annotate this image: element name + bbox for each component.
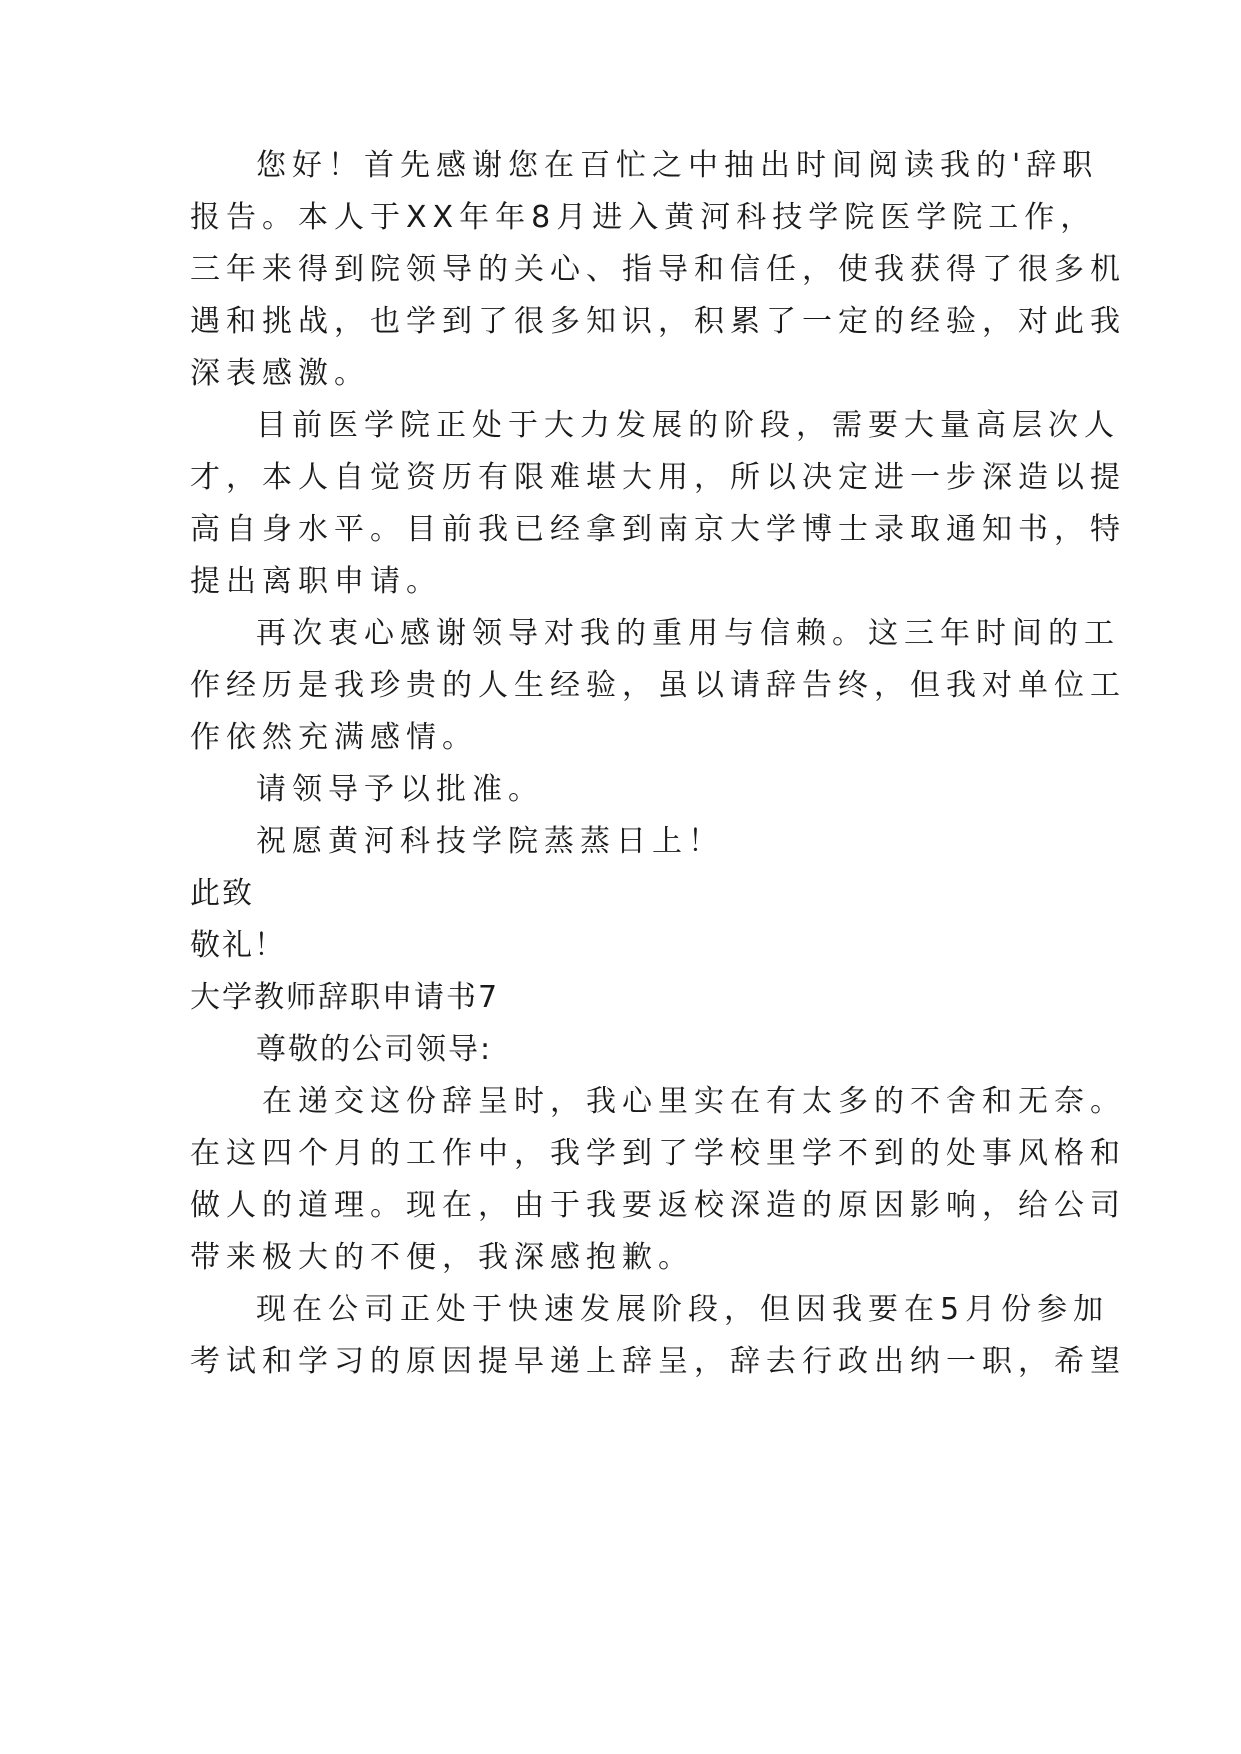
paragraph-3-line-3: 作依然充满感情。 [190, 720, 478, 755]
paragraph-1-line-2: 报告。本人于XX年年8月进入黄河科技学院医学院工作， [190, 200, 1097, 235]
letter2-paragraph-2-line-2: 考试和学习的原因提早递上辞呈，辞去行政出纳一职，希望 [190, 1344, 1126, 1379]
paragraph-2-line-1: 目前医学院正处于大力发展的阶段，需要大量高层次人 [256, 408, 1120, 443]
salutation: 尊敬的公司领导: [256, 1032, 493, 1067]
paragraph-4-line-1: 请领导予以批准。 [256, 772, 544, 807]
paragraph-1-line-4: 遇和挑战，也学到了很多知识，积累了一定的经验，对此我 [190, 304, 1126, 339]
paragraph-3-line-1: 再次衷心感谢领导对我的重用与信赖。这三年时间的工 [256, 616, 1120, 651]
closing-line-1: 此致 [190, 876, 254, 911]
paragraph-3-line-2: 作经历是我珍贵的人生经验，虽以请辞告终，但我对单位工 [190, 668, 1126, 703]
letter2-paragraph-1-line-4: 带来极大的不便，我深感抱歉。 [190, 1240, 694, 1275]
closing-line-2: 敬礼！ [190, 928, 286, 963]
letter2-paragraph-1-line-2: 在这四个月的工作中，我学到了学校里学不到的处事风格和 [190, 1136, 1126, 1171]
letter2-paragraph-1-line-3: 做人的道理。现在，由于我要返校深造的原因影响，给公司 [190, 1188, 1126, 1223]
section-title: 大学教师辞职申请书7 [190, 980, 500, 1015]
paragraph-2-line-4: 提出离职申请。 [190, 564, 442, 599]
letter2-paragraph-1-line-1: 在递交这份辞呈时，我心里实在有太多的不舍和无奈。 [262, 1084, 1126, 1119]
paragraph-2-line-3: 高自身水平。目前我已经拿到南京大学博士录取通知书，特 [190, 512, 1126, 547]
paragraph-1-line-1: 您好！首先感谢您在百忙之中抽出时间阅读我的'辞职 [256, 148, 1099, 183]
paragraph-1-line-5: 深表感激。 [190, 356, 370, 391]
paragraph-2-line-2: 才，本人自觉资历有限难堪大用，所以决定进一步深造以提 [190, 460, 1126, 495]
paragraph-1-line-3: 三年来得到院领导的关心、指导和信任，使我获得了很多机 [190, 252, 1126, 287]
letter2-paragraph-2-line-1: 现在公司正处于快速发展阶段，但因我要在5月份参加 [256, 1292, 1110, 1327]
paragraph-5-line-1: 祝愿黄河科技学院蒸蒸日上！ [256, 824, 724, 859]
